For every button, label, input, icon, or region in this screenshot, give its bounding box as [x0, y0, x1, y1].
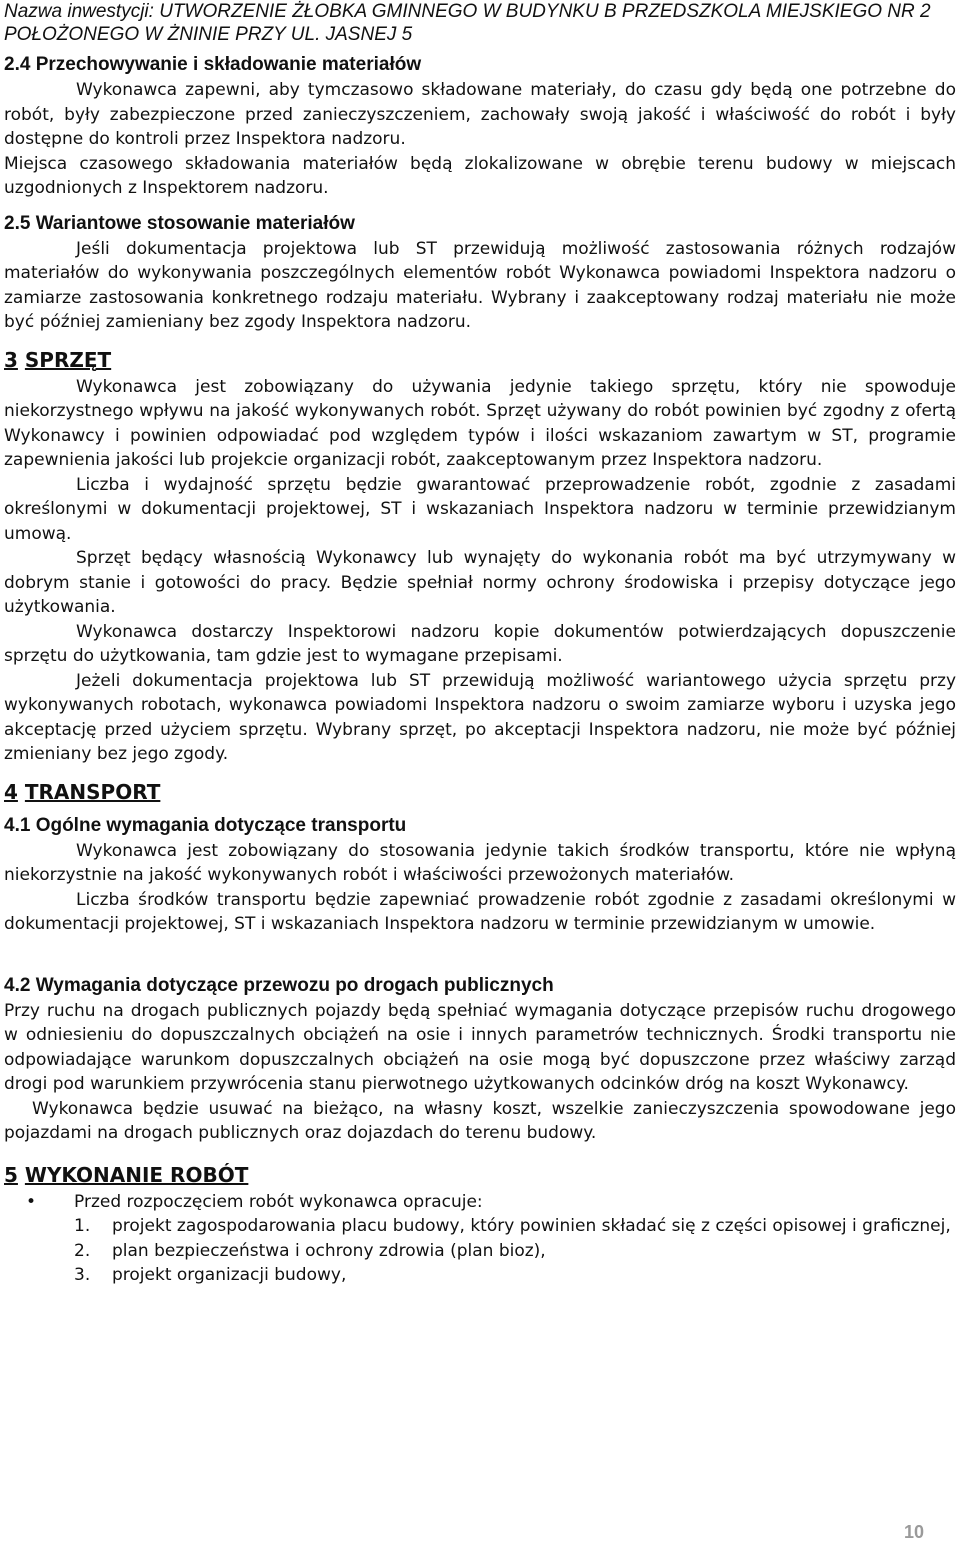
section-3-paragraph-5: Jeżeli dokumentacja projektowa lub ST przewidują możliwość wariantowego użycia sprzętu przy wykonywanych robotach, wykonawca powiadomi Inspektora nadzoru o swoim zamiarze wyboru i uzyska jego akceptację przed użyciem sprzętu. Wybrany sprzęt, po akceptacji Inspektora nadzoru, nie może być później zmieniany bez jego zgody. [4, 670, 956, 764]
header-line-1: Nazwa inwestycji: UTWORZENIE ŻŁOBKA GMINNEGO W BUDYNKU B PRZEDSZKOLA MIEJSKIEGO NR 2 [4, 1, 931, 22]
list-item-number: 2. [74, 1240, 91, 1261]
section-3-paragraph-1: Wykonawca jest zobowiązany do używania jedynie takiego sprzętu, który nie spowoduje niekorzystnego wpływu na jakość wykonywanych robót. Sprzęt używany do robót powinien być zgodny z ofertą Wykonawcy i powinien odpowiadać pod względem typów i ilości wskazaniom zawartym w ST, programie zapewnienia jakości lub projekcie organizacji robót, zaakceptowanym przez Inspektora nadzoru. [4, 376, 956, 470]
list-item-text: plan bezpieczeństwa i ochrony zdrowia (plan bioz), [112, 1240, 546, 1261]
section-3-paragraph-4: Wykonawca dostarczy Inspektorowi nadzoru kopie dokumentów potwierdzających dopuszczenie sprzętu do użytkowania, tam gdzie jest to wymagane przepisami. [4, 621, 956, 666]
section-3-paragraph-3: Sprzęt będący własnością Wykonawcy lub wynajęty do wykonania robót ma być utrzymywany w dobrym stanie i gotowości do pracy. Będzie spełniał normy ochrony środowiska i przepisy dotyczące jego użytkowania. [4, 548, 956, 617]
section-5-numbered-list [4, 1214, 956, 1288]
section-3-heading [4, 345, 956, 375]
list-item [26, 1190, 956, 1215]
list-item-text: projekt zagospodarowania placu budowy, który powinien składać się z części opisowej i graficznej, [112, 1216, 951, 1236]
section-5-number: 5 [4, 1162, 18, 1187]
section-3-number: 3 [4, 347, 18, 372]
section-4-1-paragraph-1: Wykonawca jest zobowiązany do stosowania jedynie takich środków transportu, które nie wpłyną niekorzystnie na jakość wykonywanych robót i właściwości przewożonych materiałów. [4, 840, 956, 885]
section-4-2-paragraph-2: Wykonawca będzie usuwać na bieżąco, na własny koszt, wszelkie zanieczyszczenia spowodowane jego pojazdami na drogach publicznych oraz dojazdach do terenu budowy. [4, 1098, 956, 1143]
section-4-title: TRANSPORT [24, 779, 161, 804]
list-item-number: 3. [74, 1265, 91, 1285]
list-item-text: projekt organizacji budowy, [112, 1265, 347, 1285]
section-5-title: WYKONANIE ROBÓT [24, 1162, 249, 1187]
section-4-1-heading: 4.1 Ogólne wymagania dotyczące transportu [4, 814, 407, 836]
section-5-heading [4, 1160, 956, 1190]
section-2-5-paragraph-1: Jeśli dokumentacja projektowa lub ST przewidują możliwość zastosowania różnych rodzajów materiałów do wykonywania poszczególnych elementów robót Wykonawca powiadomi Inspektora nadzoru o zamiarze zastosowania konkretnego rodzaju materiału. Wybrany i zaakceptowany rodzaj materiału nie może być później zamieniany bez zgody Inspektora nadzoru. [4, 238, 956, 332]
document-page [4, 0, 956, 1288]
header-line-2: POŁOŻONEGO W ŻNINIE PRZY UL. JASNEJ 5 [4, 24, 413, 45]
list-item [74, 1214, 956, 1239]
document-header [4, 0, 956, 46]
section-2-5-heading: 2.5 Wariantowe stosowanie materiałów [4, 212, 355, 234]
section-2-4-heading: 2.4 Przechowywanie i składowanie materiałów [4, 54, 422, 75]
section-3-paragraph-2: Liczba i wydajność sprzętu będzie gwarantować przeprowadzenie robót, zgodnie z zasadami określonymi w dokumentacji projektowej, ST i wskazaniach Inspektora nadzoru w terminie przewidzianym umową. [4, 474, 956, 544]
list-item [74, 1263, 956, 1288]
page-number: 10 [903, 1522, 924, 1542]
section-4-heading [4, 777, 956, 807]
section-4-1-paragraph-2: Liczba środków transportu będzie zapewniać prowadzenie robót zgodnie z zasadami określonymi w dokumentacji projektowej, ST i wskazaniach Inspektora nadzoru w terminie przewidzianym w umowie. [4, 889, 956, 934]
list-item [74, 1239, 956, 1264]
section-3-title: SPRZĘT [24, 347, 112, 372]
section-2-4-paragraph-1: Wykonawca zapewni, aby tymczasowo składowane materiały, do czasu gdy będą one potrzebne do robót, były zabezpieczone przed zanieczyszczeniem, zachowały swoją jakość i właściwość do robót i były dostępne do kontroli przez Inspektora nadzoru. [4, 80, 956, 149]
section-5-bullet-list [4, 1190, 956, 1215]
section-4-2-paragraph-1: Przy ruchu na drogach publicznych pojazdy będą spełniać wymagania dotyczące przepisów ruchu drogowego w odniesieniu do dopuszczalnych obciążeń na osie i innych parametrów technicznych. Środki transportu nie odpowiadające warunkom dopuszczalnych obciążeń na osie mogą być dopuszczone przez właściwy zarząd drogi pod warunkiem przywrócenia stanu pierwotnego użytkowanych odcinków dróg na koszt Wykonawcy. [4, 1000, 956, 1094]
list-item-number: 1. [74, 1216, 91, 1236]
section-4-2-heading: 4.2 Wymagania dotyczące przewozu po drogach publicznych [4, 974, 554, 996]
section-4-number: 4 [4, 779, 18, 804]
bullet-text: Przed rozpoczęciem robót wykonawca opracuje: [74, 1191, 483, 1212]
section-2-4-paragraph-2: Miejsca czasowego składowania materiałów będą zlokalizowane w obrębie terenu budowy w miejscach uzgodnionych z Inspektorem nadzoru. [4, 153, 956, 198]
